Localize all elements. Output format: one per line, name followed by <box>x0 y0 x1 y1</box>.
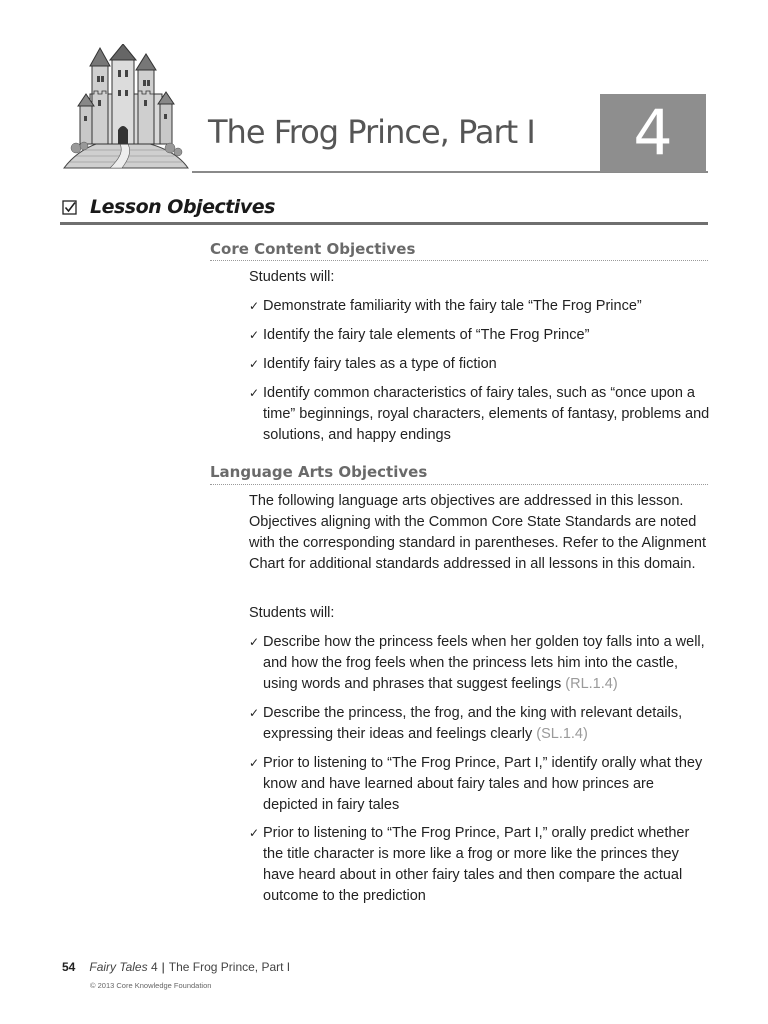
standard-reference: (RL.1.4) <box>565 676 618 692</box>
standard-reference: (SL.1.4) <box>536 726 588 742</box>
core-objective-item <box>249 296 711 317</box>
checkmark-icon: ✓ <box>249 756 260 770</box>
core-objective-item <box>249 325 711 346</box>
core-objective-text: Identify common characteristics of fairy tales, such as “once upon a time” beginnings, royal characters, elements of fantasy, problems and solutions, and happy endings <box>263 385 710 443</box>
checkmark-icon: ✓ <box>249 357 260 371</box>
dotted-rule <box>210 260 708 261</box>
section-rule <box>60 222 708 225</box>
language-objective-text: Describe how the princess feels when her golden toy falls into a well, and how the frog feels when the princess lets him into the castle, using words and phrases that suggest feelings <box>263 634 705 692</box>
copyright: © 2013 Core Knowledge Foundation <box>90 981 212 990</box>
language-objective-item <box>249 703 711 745</box>
footer-unit-number: 4 <box>150 960 158 974</box>
core-objective-text: Identify the fairy tale elements of “The Frog Prince” <box>263 327 590 343</box>
core-objective-item <box>249 354 711 375</box>
core-objective-item <box>249 383 711 446</box>
language-arts-intro: Students will: <box>249 605 335 621</box>
language-objective-item <box>249 823 711 907</box>
language-objective-text: Describe the princess, the frog, and the king with relevant details, expressing their ideas and feelings clearly <box>263 705 683 742</box>
page-footer <box>62 960 290 974</box>
language-arts-heading: Language Arts Objectives <box>210 463 428 481</box>
checkmark-icon: ✓ <box>249 328 260 342</box>
lesson-number: 4 <box>633 96 673 169</box>
core-content-intro: Students will: <box>249 269 335 285</box>
lesson-objectives-heading: Lesson Objectives <box>90 196 275 218</box>
core-objective-text: Demonstrate familiarity with the fairy tale “The Frog Prince” <box>263 298 642 314</box>
language-objective-item <box>249 753 711 816</box>
checkmark-icon: ✓ <box>249 299 260 313</box>
footer-lesson-title: The Frog Prince, Part I <box>168 960 291 974</box>
checkmark-icon: ✓ <box>249 826 260 840</box>
footer-unit: Fairy Tales <box>89 960 148 974</box>
core-objective-text: Identify fairy tales as a type of fiction <box>263 356 497 372</box>
language-arts-paragraph: The following language arts objectives are addressed in this lesson. Objectives aligning with the Common Core State Standards are noted with the corresponding standard in parentheses. Refer to the Alignment Chart for additional standards addressed in all lessons in this domain. <box>249 493 707 572</box>
checkmark-icon: ✓ <box>249 386 260 400</box>
language-objective-item <box>249 632 711 695</box>
footer-separator: | <box>161 960 165 974</box>
castle-illustration <box>62 44 190 170</box>
checkmark-icon: ✓ <box>249 635 260 649</box>
checkbox-checked-icon <box>62 200 78 216</box>
page-number: 54 <box>62 960 76 974</box>
checkmark-icon: ✓ <box>249 706 260 720</box>
language-objective-text: Prior to listening to “The Frog Prince, Part I,” orally predict whether the title character is more like a frog or more like the princes they have heard about in other fairy tales and then compare the actual outcome to the prediction <box>263 825 690 904</box>
lesson-title: The Frog Prince, Part I <box>208 113 535 151</box>
language-objective-text: Prior to listening to “The Frog Prince, Part I,” identify orally what they know and have learned about fairy tales and how princes are depicted in fairy tales <box>263 755 703 813</box>
lesson-number-box <box>600 94 706 172</box>
dotted-rule <box>210 484 708 485</box>
core-content-heading: Core Content Objectives <box>210 240 416 258</box>
